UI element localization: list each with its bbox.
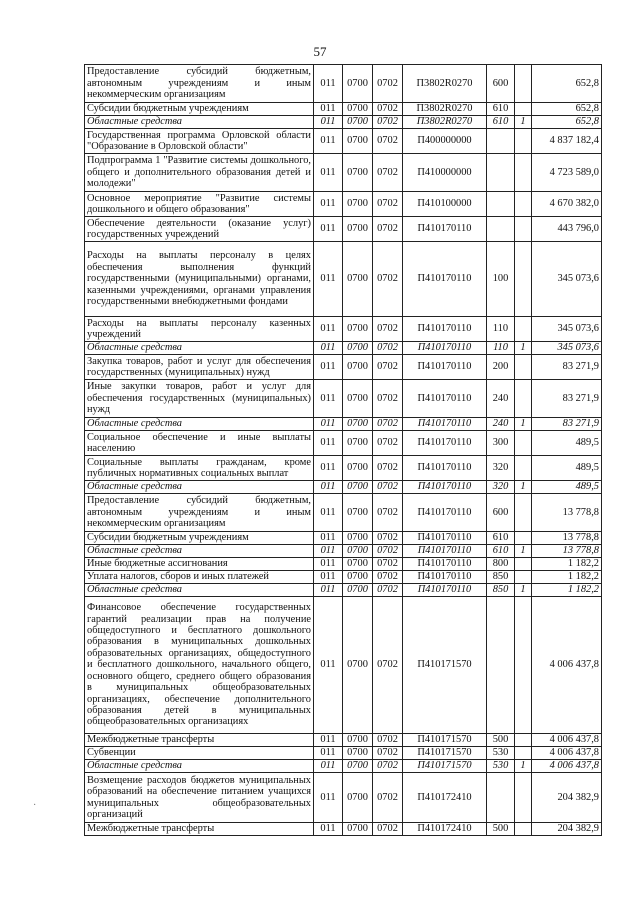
expense-type-code: 500 — [487, 823, 515, 836]
target-article-code: П410171570 — [403, 734, 487, 747]
row-name: Обеспечение деятельности (оказание услуг) государственных учреждений — [85, 217, 314, 242]
funding-source-code — [515, 747, 532, 760]
section-code: 0700 — [343, 65, 373, 103]
target-article-code: П3802R0270 — [403, 65, 487, 103]
target-article-code: П410170110 — [403, 456, 487, 481]
ministry-code: 011 — [314, 481, 343, 494]
ministry-code: 011 — [314, 65, 343, 103]
funding-source-code — [515, 558, 532, 571]
target-article-code: П410100000 — [403, 192, 487, 217]
amount: 652,8 — [532, 116, 602, 129]
subsection-code: 0702 — [373, 317, 403, 342]
amount: 1 182,2 — [532, 571, 602, 584]
subsection-code: 0702 — [373, 129, 403, 154]
row-name: Областные средства — [85, 545, 314, 558]
subsection-code: 0702 — [373, 154, 403, 192]
funding-source-code — [515, 823, 532, 836]
row-name: Закупка товаров, работ и услуг для обеспечения государственных (муниципальных) нужд — [85, 355, 314, 380]
section-code: 0700 — [343, 481, 373, 494]
ministry-code: 011 — [314, 456, 343, 481]
amount: 4 006 437,8 — [532, 734, 602, 747]
amount: 489,5 — [532, 481, 602, 494]
ministry-code: 011 — [314, 380, 343, 418]
section-code: 0700 — [343, 734, 373, 747]
section-code: 0700 — [343, 418, 373, 431]
amount: 489,5 — [532, 431, 602, 456]
subsection-code: 0702 — [373, 747, 403, 760]
section-code: 0700 — [343, 558, 373, 571]
table-row — [85, 65, 602, 103]
section-code: 0700 — [343, 431, 373, 456]
table-row — [85, 481, 602, 494]
page-number: 57 — [313, 44, 327, 59]
section-code: 0700 — [343, 571, 373, 584]
target-article-code: П3802R0270 — [403, 103, 487, 116]
table-row — [85, 571, 602, 584]
subsection-code: 0702 — [373, 456, 403, 481]
expense-type-code — [487, 773, 515, 823]
funding-source-code: 1 — [515, 760, 532, 773]
amount: 1 182,2 — [532, 558, 602, 571]
target-article-code: П410170110 — [403, 217, 487, 242]
funding-source-code — [515, 65, 532, 103]
amount: 13 778,8 — [532, 494, 602, 532]
amount: 83 271,9 — [532, 355, 602, 380]
ministry-code: 011 — [314, 760, 343, 773]
row-name: Иные закупки товаров, работ и услуг для обеспечения государственных (муниципальных) нужд — [85, 380, 314, 418]
row-name: Областные средства — [85, 418, 314, 431]
ministry-code: 011 — [314, 747, 343, 760]
subsection-code: 0702 — [373, 760, 403, 773]
funding-source-code — [515, 317, 532, 342]
table-row — [85, 773, 602, 823]
subsection-code: 0702 — [373, 584, 403, 597]
amount: 4 006 437,8 — [532, 597, 602, 734]
table-row — [85, 317, 602, 342]
subsection-code: 0702 — [373, 418, 403, 431]
expense-type-code: 800 — [487, 558, 515, 571]
subsection-code: 0702 — [373, 597, 403, 734]
funding-source-code: 1 — [515, 545, 532, 558]
table-row — [85, 584, 602, 597]
target-article-code: П410170110 — [403, 342, 487, 355]
ministry-code: 011 — [314, 129, 343, 154]
row-name: Основное мероприятие "Развитие системы дошкольного и общего образования" — [85, 192, 314, 217]
target-article-code: П400000000 — [403, 129, 487, 154]
section-code: 0700 — [343, 242, 373, 317]
section-code: 0700 — [343, 116, 373, 129]
section-code: 0700 — [343, 456, 373, 481]
row-name: Социальные выплаты гражданам, кроме публичных нормативных социальных выплат — [85, 456, 314, 481]
ministry-code: 011 — [314, 558, 343, 571]
subsection-code: 0702 — [373, 734, 403, 747]
section-code: 0700 — [343, 380, 373, 418]
section-code: 0700 — [343, 154, 373, 192]
row-name: Социальное обеспечение и иные выплаты населению — [85, 431, 314, 456]
ministry-code: 011 — [314, 116, 343, 129]
funding-source-code — [515, 494, 532, 532]
ministry-code: 011 — [314, 342, 343, 355]
funding-source-code — [515, 242, 532, 317]
row-name: Предоставление субсидий бюджетным, автономным учреждениям и иным некоммерческим организациям — [85, 494, 314, 532]
row-name: Областные средства — [85, 116, 314, 129]
amount: 13 778,8 — [532, 532, 602, 545]
row-name: Предоставление субсидий бюджетным, автономным учреждениям и иным некоммерческим организациям — [85, 65, 314, 103]
funding-source-code — [515, 773, 532, 823]
expense-type-code: 610 — [487, 545, 515, 558]
ministry-code: 011 — [314, 103, 343, 116]
target-article-code: П410171570 — [403, 597, 487, 734]
table-row — [85, 734, 602, 747]
expense-type-code: 530 — [487, 760, 515, 773]
table-row — [85, 103, 602, 116]
expense-type-code: 110 — [487, 317, 515, 342]
row-name: Областные средства — [85, 481, 314, 494]
section-code: 0700 — [343, 773, 373, 823]
section-code: 0700 — [343, 545, 373, 558]
subsection-code: 0702 — [373, 192, 403, 217]
target-article-code: П410172410 — [403, 773, 487, 823]
expense-type-code — [487, 217, 515, 242]
ministry-code: 011 — [314, 317, 343, 342]
ministry-code: 011 — [314, 418, 343, 431]
subsection-code: 0702 — [373, 571, 403, 584]
ministry-code: 011 — [314, 597, 343, 734]
budget-table — [84, 64, 602, 836]
table-row — [85, 129, 602, 154]
amount: 345 073,6 — [532, 317, 602, 342]
table-row — [85, 431, 602, 456]
expense-type-code: 610 — [487, 532, 515, 545]
table-row — [85, 355, 602, 380]
target-article-code: П410170110 — [403, 481, 487, 494]
section-code: 0700 — [343, 494, 373, 532]
expense-type-code: 600 — [487, 494, 515, 532]
funding-source-code — [515, 734, 532, 747]
table-row — [85, 760, 602, 773]
ministry-code: 011 — [314, 355, 343, 380]
ministry-code: 011 — [314, 545, 343, 558]
subsection-code: 0702 — [373, 773, 403, 823]
funding-source-code: 1 — [515, 584, 532, 597]
table-row — [85, 532, 602, 545]
expense-type-code: 100 — [487, 242, 515, 317]
funding-source-code: 1 — [515, 481, 532, 494]
ministry-code: 011 — [314, 494, 343, 532]
target-article-code: П410170110 — [403, 431, 487, 456]
expense-type-code: 610 — [487, 116, 515, 129]
ministry-code: 011 — [314, 192, 343, 217]
target-article-code: П410170110 — [403, 584, 487, 597]
section-code: 0700 — [343, 103, 373, 116]
section-code: 0700 — [343, 823, 373, 836]
amount: 204 382,9 — [532, 823, 602, 836]
section-code: 0700 — [343, 747, 373, 760]
subsection-code: 0702 — [373, 116, 403, 129]
section-code: 0700 — [343, 584, 373, 597]
amount: 83 271,9 — [532, 380, 602, 418]
target-article-code: П410171570 — [403, 760, 487, 773]
table-row — [85, 456, 602, 481]
ministry-code: 011 — [314, 584, 343, 597]
row-name: Областные средства — [85, 760, 314, 773]
section-code: 0700 — [343, 760, 373, 773]
subsection-code: 0702 — [373, 431, 403, 456]
expense-type-code: 200 — [487, 355, 515, 380]
row-name: Уплата налогов, сборов и иных платежей — [85, 571, 314, 584]
row-name: Межбюджетные трансферты — [85, 734, 314, 747]
amount: 204 382,9 — [532, 773, 602, 823]
table-row — [85, 558, 602, 571]
section-code: 0700 — [343, 217, 373, 242]
table-row — [85, 242, 602, 317]
row-name: Финансовое обеспечение государственных гарантий реализации прав на получение общедоступного и бесплатного дошкольного образования в муниципальных дошкольных образовательных организациях, общедоступного и бесплатного дошкольного, начального общего, основного общего, среднего общего образования в муниципальных общеобразовательных организациях, обеспечение дополнительного образования детей в муниципальных общеобразовательных организациях — [85, 597, 314, 734]
expense-type-code: 500 — [487, 734, 515, 747]
target-article-code: П410172410 — [403, 823, 487, 836]
row-name: Расходы на выплаты персоналу казенных учреждений — [85, 317, 314, 342]
amount: 13 778,8 — [532, 545, 602, 558]
expense-type-code — [487, 154, 515, 192]
funding-source-code — [515, 192, 532, 217]
expense-type-code — [487, 129, 515, 154]
amount: 652,8 — [532, 103, 602, 116]
funding-source-code — [515, 129, 532, 154]
funding-source-code: 1 — [515, 418, 532, 431]
target-article-code: П410000000 — [403, 154, 487, 192]
subsection-code: 0702 — [373, 103, 403, 116]
section-code: 0700 — [343, 597, 373, 734]
amount: 83 271,9 — [532, 418, 602, 431]
funding-source-code — [515, 355, 532, 380]
table-row — [85, 823, 602, 836]
amount: 4 837 182,4 — [532, 129, 602, 154]
row-name: Государственная программа Орловской области "Образование в Орловской области" — [85, 129, 314, 154]
table-row — [85, 217, 602, 242]
target-article-code: П410170110 — [403, 571, 487, 584]
funding-source-code — [515, 380, 532, 418]
funding-source-code: 1 — [515, 342, 532, 355]
row-name: Областные средства — [85, 342, 314, 355]
row-name: Субсидии бюджетным учреждениям — [85, 103, 314, 116]
table-body — [85, 65, 602, 836]
funding-source-code — [515, 103, 532, 116]
section-code: 0700 — [343, 192, 373, 217]
amount: 652,8 — [532, 65, 602, 103]
ministry-code: 011 — [314, 773, 343, 823]
subsection-code: 0702 — [373, 494, 403, 532]
amount: 443 796,0 — [532, 217, 602, 242]
margin-mark: · — [33, 800, 37, 811]
section-code: 0700 — [343, 129, 373, 154]
table-row — [85, 342, 602, 355]
target-article-code: П410170110 — [403, 558, 487, 571]
table-row — [85, 418, 602, 431]
ministry-code: 011 — [314, 532, 343, 545]
subsection-code: 0702 — [373, 217, 403, 242]
amount: 4 006 437,8 — [532, 747, 602, 760]
funding-source-code — [515, 456, 532, 481]
subsection-code: 0702 — [373, 355, 403, 380]
target-article-code: П410170110 — [403, 355, 487, 380]
subsection-code: 0702 — [373, 380, 403, 418]
table-row — [85, 116, 602, 129]
expense-type-code: 320 — [487, 481, 515, 494]
row-name: Межбюджетные трансферты — [85, 823, 314, 836]
target-article-code: П410170110 — [403, 494, 487, 532]
table-row — [85, 154, 602, 192]
expense-type-code: 300 — [487, 431, 515, 456]
subsection-code: 0702 — [373, 342, 403, 355]
table-row — [85, 597, 602, 734]
subsection-code: 0702 — [373, 532, 403, 545]
expense-type-code: 110 — [487, 342, 515, 355]
table-row — [85, 494, 602, 532]
funding-source-code — [515, 532, 532, 545]
expense-type-code: 320 — [487, 456, 515, 481]
row-name: Расходы на выплаты персоналу в целях обеспечения выполнения функций государственными (муниципальными) органами, казенными учреждениями, органами управления государственными внебюджетными фондами — [85, 242, 314, 317]
amount: 345 073,6 — [532, 242, 602, 317]
ministry-code: 011 — [314, 217, 343, 242]
subsection-code: 0702 — [373, 242, 403, 317]
amount: 489,5 — [532, 456, 602, 481]
expense-type-code: 240 — [487, 418, 515, 431]
ministry-code: 011 — [314, 431, 343, 456]
subsection-code: 0702 — [373, 823, 403, 836]
table-row — [85, 545, 602, 558]
funding-source-code — [515, 431, 532, 456]
row-name: Возмещение расходов бюджетов муниципальных образований на обеспечение питанием учащихся муниципальных общеобразовательных организаций — [85, 773, 314, 823]
ministry-code: 011 — [314, 154, 343, 192]
section-code: 0700 — [343, 342, 373, 355]
amount: 4 006 437,8 — [532, 760, 602, 773]
row-name: Иные бюджетные ассигнования — [85, 558, 314, 571]
amount: 4 670 382,0 — [532, 192, 602, 217]
table-row — [85, 192, 602, 217]
target-article-code: П410170110 — [403, 317, 487, 342]
funding-source-code — [515, 571, 532, 584]
row-name: Областные средства — [85, 584, 314, 597]
ministry-code: 011 — [314, 242, 343, 317]
table-row — [85, 380, 602, 418]
subsection-code: 0702 — [373, 65, 403, 103]
amount: 4 723 589,0 — [532, 154, 602, 192]
funding-source-code: 1 — [515, 116, 532, 129]
expense-type-code — [487, 597, 515, 734]
funding-source-code — [515, 154, 532, 192]
expense-type-code: 610 — [487, 103, 515, 116]
target-article-code: П410170110 — [403, 380, 487, 418]
ministry-code: 011 — [314, 734, 343, 747]
subsection-code: 0702 — [373, 558, 403, 571]
subsection-code: 0702 — [373, 545, 403, 558]
expense-type-code: 530 — [487, 747, 515, 760]
target-article-code: П410170110 — [403, 242, 487, 317]
row-name: Субсидии бюджетным учреждениям — [85, 532, 314, 545]
target-article-code: П410170110 — [403, 418, 487, 431]
ministry-code: 011 — [314, 823, 343, 836]
expense-type-code: 240 — [487, 380, 515, 418]
target-article-code: П3802R0270 — [403, 116, 487, 129]
subsection-code: 0702 — [373, 481, 403, 494]
target-article-code: П410170110 — [403, 545, 487, 558]
expense-type-code: 600 — [487, 65, 515, 103]
section-code: 0700 — [343, 317, 373, 342]
amount: 345 073,6 — [532, 342, 602, 355]
expense-type-code: 850 — [487, 584, 515, 597]
ministry-code: 011 — [314, 571, 343, 584]
funding-source-code — [515, 217, 532, 242]
row-name: Субвенции — [85, 747, 314, 760]
section-code: 0700 — [343, 355, 373, 380]
expense-type-code — [487, 192, 515, 217]
target-article-code: П410170110 — [403, 532, 487, 545]
table-row — [85, 747, 602, 760]
target-article-code: П410171570 — [403, 747, 487, 760]
amount: 1 182,2 — [532, 584, 602, 597]
section-code: 0700 — [343, 532, 373, 545]
expense-type-code: 850 — [487, 571, 515, 584]
row-name: Подпрограмма 1 "Развитие системы дошкольного, общего и дополнительного образования детей и молодежи" — [85, 154, 314, 192]
funding-source-code — [515, 597, 532, 734]
